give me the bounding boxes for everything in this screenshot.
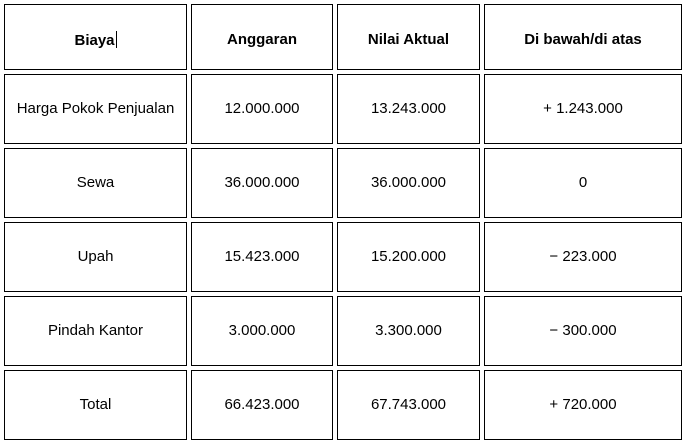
cell-selisih[interactable]: − 223.000 — [484, 222, 682, 292]
cell-anggaran[interactable]: 3.000.000 — [191, 296, 333, 366]
table-row-upah — [4, 222, 682, 292]
table-row-total — [4, 370, 682, 440]
cell-selisih[interactable]: − 300.000 — [484, 296, 682, 366]
cell-nilai-aktual[interactable]: 15.200.000 — [337, 222, 480, 292]
cell-anggaran[interactable]: 66.423.000 — [191, 370, 333, 440]
cell-anggaran[interactable]: 12.000.000 — [191, 74, 333, 144]
cell-nilai-aktual[interactable]: 13.243.000 — [337, 74, 480, 144]
cell-biaya[interactable]: Total — [4, 370, 187, 440]
header-label-anggaran: Anggaran — [226, 31, 297, 48]
cell-nilai-aktual[interactable]: 3.300.000 — [337, 296, 480, 366]
header-label-biaya: Biaya — [74, 31, 115, 49]
header-label-nilai-aktual: Nilai Aktual — [367, 31, 450, 48]
cell-selisih[interactable]: + 720.000 — [484, 370, 682, 440]
header-cell-biaya[interactable] — [4, 4, 187, 70]
text-cursor — [116, 31, 117, 48]
header-label-di-bawah-di-atas: Di bawah/di atas — [524, 31, 642, 48]
cell-anggaran[interactable]: 15.423.000 — [191, 222, 333, 292]
header-cell-anggaran[interactable] — [191, 4, 333, 70]
cell-biaya[interactable]: Upah — [4, 222, 187, 292]
header-cell-di-bawah-di-atas[interactable] — [484, 4, 682, 70]
table-row-pindah-kantor — [4, 296, 682, 366]
cell-biaya[interactable]: Pindah Kantor — [4, 296, 187, 366]
cell-nilai-aktual[interactable]: 36.000.000 — [337, 148, 480, 218]
table-row-harga-pokok-penjualan — [4, 74, 682, 144]
cell-biaya[interactable]: Sewa — [4, 148, 187, 218]
table-row-sewa — [4, 148, 682, 218]
cell-biaya[interactable]: Harga Pokok Penjualan — [4, 74, 187, 144]
cell-selisih[interactable]: + 1.243.000 — [484, 74, 682, 144]
cell-anggaran[interactable]: 36.000.000 — [191, 148, 333, 218]
cell-nilai-aktual[interactable]: 67.743.000 — [337, 370, 480, 440]
header-cell-nilai-aktual[interactable] — [337, 4, 480, 70]
header-row — [4, 4, 682, 70]
cell-selisih[interactable]: 0 — [484, 148, 682, 218]
